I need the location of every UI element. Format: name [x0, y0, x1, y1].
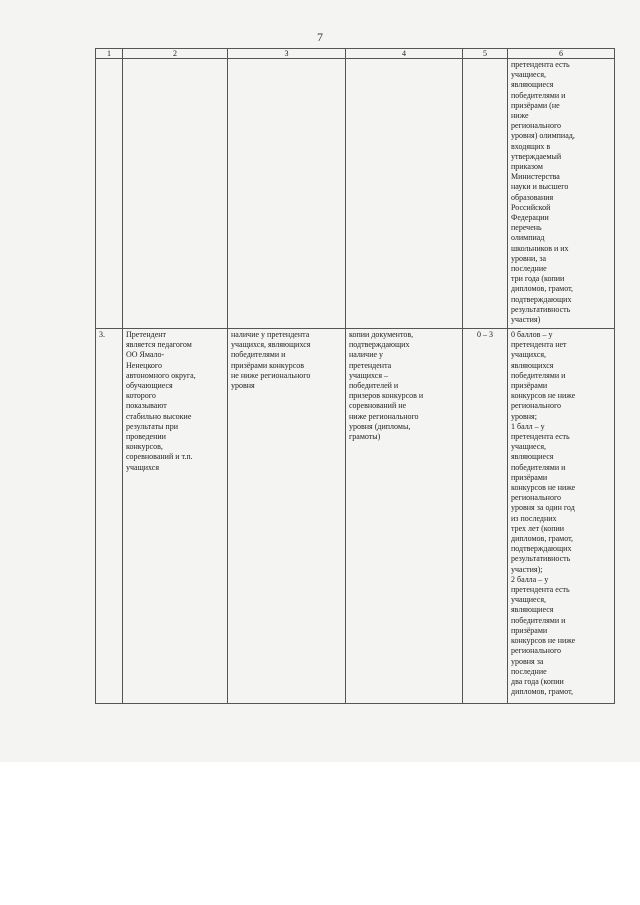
- cell-number: [96, 59, 123, 329]
- cell-criterion: Претендент является педагогом ОО Ямало- Ненецкого автономного округа, обучающиеся которого показывают стабильно высокие результаты при проведении конкурсов, соревнований и т.п. учащихся: [123, 329, 228, 704]
- cell-score-description: 0 баллов – у претендента нет учащихся, являющихся победителями и призёрами конкурсов не ниже регионального уровня; 1 балл – у претендента есть учащиеся, являющиеся победителями и призёрами конкурсов не ниже регионального уровня за один год из последних трех лет (копии дипломов, грамот, подтверждающих результативность участия); 2 балла – у претендента есть учащиеся, являющиеся победителями и призёрами конкурсов не ниже регионального уровня за последние два года (копии дипломов, грамот,: [508, 329, 615, 704]
- cell-criterion: [123, 59, 228, 329]
- column-header: 3: [228, 49, 346, 59]
- table-header-row: [96, 49, 615, 59]
- cell-score-description: претендента есть учащиеся, являющиеся победителями и призёрами (не ниже регионального уровня) олимпиад, входящих в утверждаемый приказом Министерства науки и высшего образования Российской Федерации перечень олимпиад школьников и их уровни, за последние три года (копии дипломов, грамот, подтверждающих результативность участия): [508, 59, 615, 329]
- cell-documents: копии документов, подтверждающих наличие у претендента учащихся – победителей и призеров конкурсов и соревнований не ниже регионального уровня (дипломы, грамоты): [346, 329, 463, 704]
- table-row: [96, 329, 615, 704]
- cell-number: 3.: [96, 329, 123, 704]
- page-bottom-margin: [0, 762, 640, 905]
- column-header: 1: [96, 49, 123, 59]
- cell-score-range: [463, 59, 508, 329]
- cell-indicator: наличие у претендента учащихся, являющихся победителями и призёрами конкурсов не ниже регионального уровня: [228, 329, 346, 704]
- column-header: 6: [508, 49, 615, 59]
- cell-score-range: 0 – 3: [463, 329, 508, 704]
- column-header: 2: [123, 49, 228, 59]
- column-header: 4: [346, 49, 463, 59]
- criteria-table: [95, 48, 615, 704]
- table-row: [96, 59, 615, 329]
- cell-documents: [346, 59, 463, 329]
- cell-indicator: [228, 59, 346, 329]
- page-number: 7: [317, 30, 323, 44]
- column-header: 5: [463, 49, 508, 59]
